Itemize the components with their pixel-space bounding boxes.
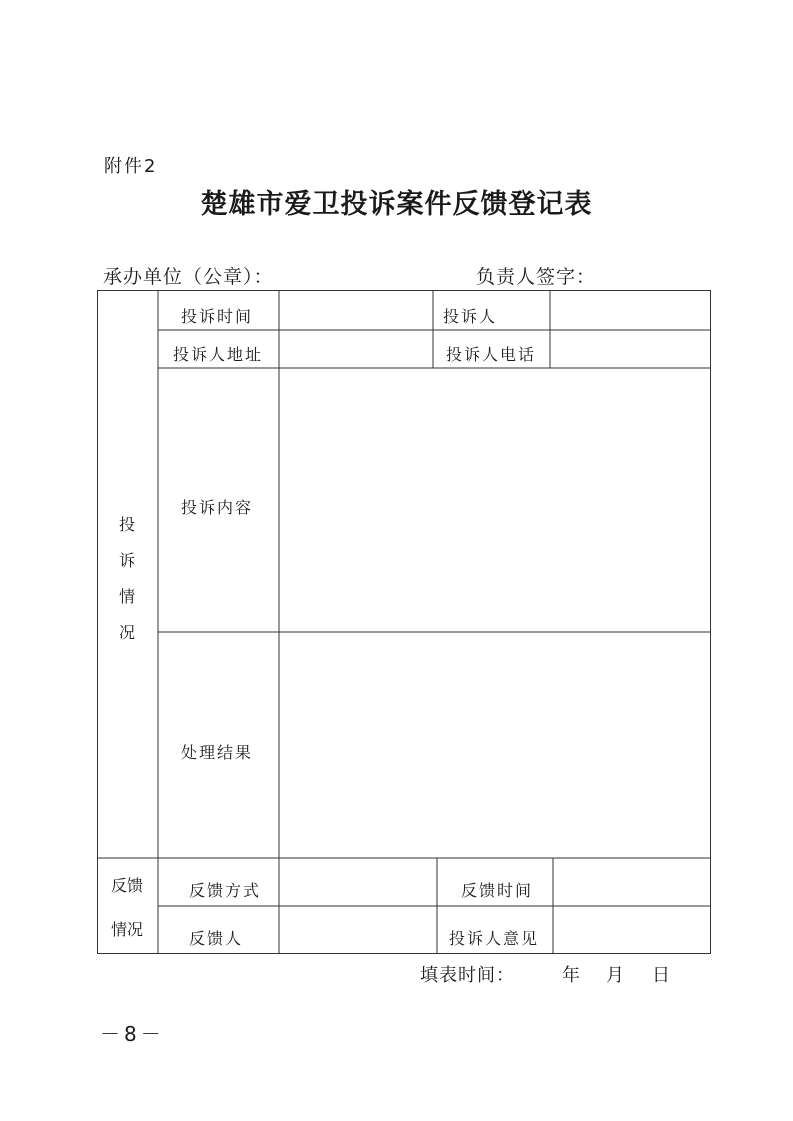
complaint-feedback-form <box>97 290 711 954</box>
complainant-label: 投诉人 <box>443 307 498 326</box>
page-title: 楚雄市爱卫投诉案件反馈登记表 <box>200 189 593 220</box>
complaint-section-char: 投 <box>119 515 136 534</box>
complaint-section-char: 情 <box>119 587 136 606</box>
feedback-time-label: 反馈时间 <box>461 881 534 900</box>
complaint-section-char: 况 <box>119 623 136 642</box>
page-number: －8－ <box>100 1022 165 1046</box>
attachment-label: 附件2 <box>104 156 158 177</box>
day-label: 日 <box>652 965 670 986</box>
complaint-section-label <box>119 507 135 651</box>
complaint-time-label: 投诉时间 <box>181 307 254 326</box>
complainant-address-label: 投诉人地址 <box>173 345 264 364</box>
complainant-opinion-label: 投诉人意见 <box>449 929 540 948</box>
form-grid-lines <box>97 290 711 954</box>
complaint-section-char: 诉 <box>119 551 136 570</box>
feedback-section-label <box>111 864 143 952</box>
month-label: 月 <box>606 965 624 986</box>
year-label: 年 <box>562 965 580 986</box>
undertaking-unit-label: 承办单位（公章）： <box>103 266 274 288</box>
feedback-section-line: 反馈 <box>111 876 144 895</box>
fill-time-label: 填表时间： <box>420 965 515 986</box>
complainant-phone-label: 投诉人电话 <box>446 345 537 364</box>
signer-label: 负责人签字： <box>476 266 597 288</box>
handling-result-label: 处理结果 <box>181 743 254 762</box>
feedback-section-line: 情况 <box>111 920 144 939</box>
feedback-method-label: 反馈方式 <box>189 881 262 900</box>
feedback-person-label: 反馈人 <box>189 929 244 948</box>
complaint-content-label: 投诉内容 <box>181 498 254 517</box>
